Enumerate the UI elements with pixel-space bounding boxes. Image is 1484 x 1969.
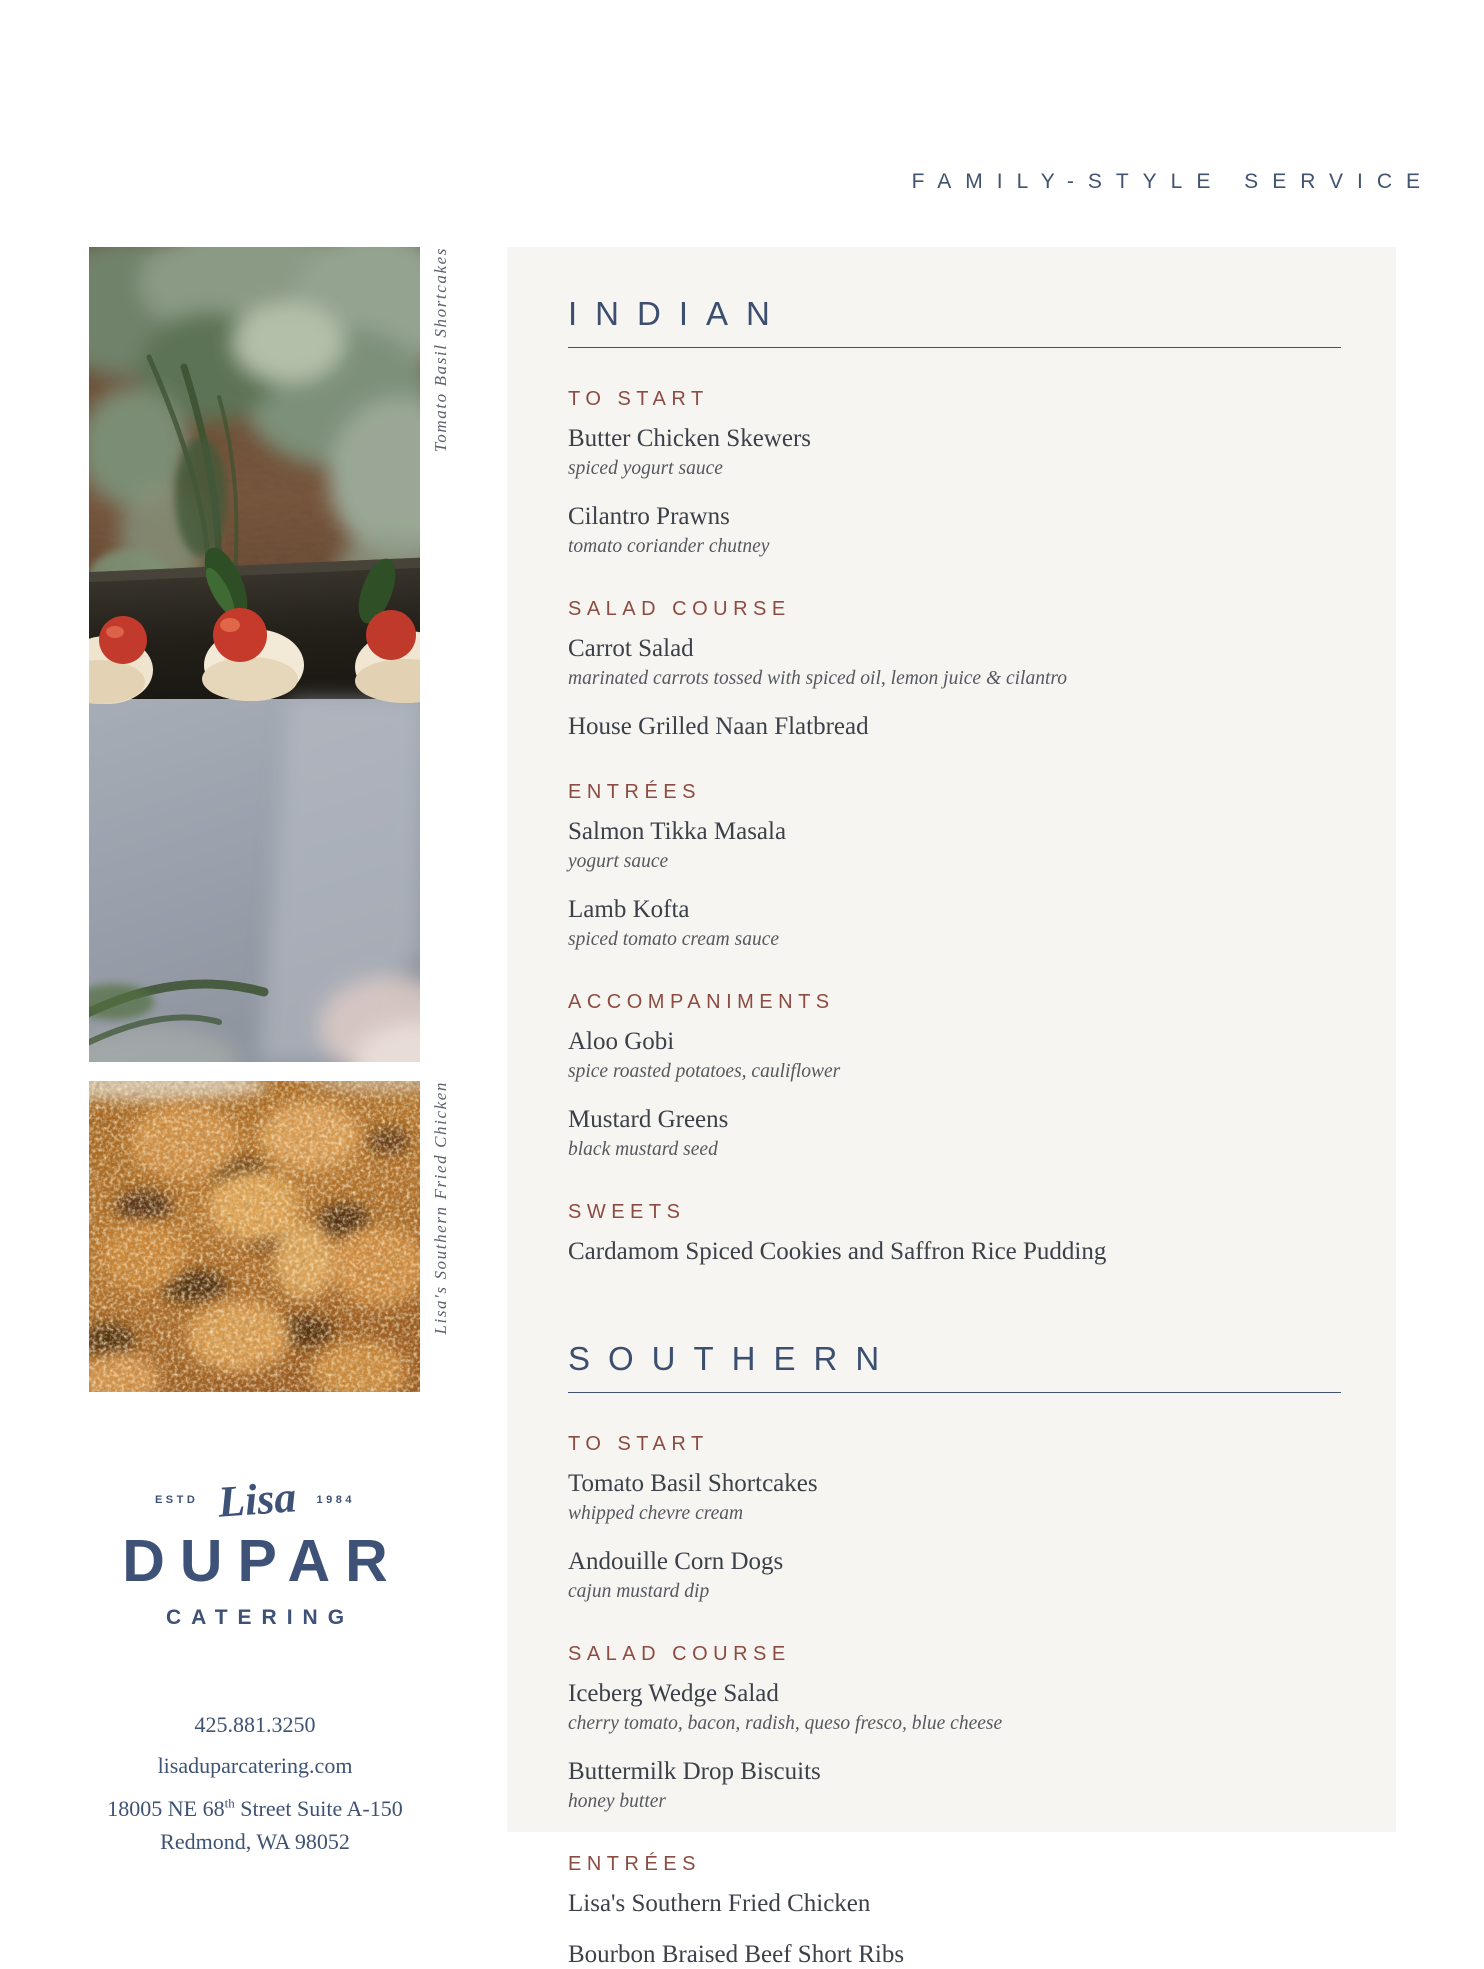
address-street-rest: Street Suite A-150	[234, 1796, 403, 1821]
menu-item	[568, 1028, 1341, 1083]
logo-estd: ESTD	[154, 1494, 199, 1506]
course-block	[568, 991, 1341, 1161]
menu-item	[568, 425, 1341, 480]
dish-description: yogurt sauce	[568, 851, 669, 872]
logo-year: 1984	[316, 1494, 356, 1506]
dish-name: Mustard Greens	[568, 1106, 729, 1133]
course-heading: ENTRÉES	[568, 781, 701, 803]
course-heading: ACCOMPANIMENTS	[568, 991, 835, 1013]
menu-indian	[568, 297, 1341, 1266]
shortcakes-photo-caption: Tomato Basil Shortcakes	[431, 247, 450, 453]
shortcakes-photo-illustration	[89, 247, 420, 1062]
course-heading: SWEETS	[568, 1201, 686, 1223]
dish-description: honey butter	[568, 1791, 667, 1812]
dish-name: House Grilled Naan Flatbread	[568, 713, 869, 740]
menu-item	[568, 635, 1341, 690]
logo	[85, 1472, 425, 1630]
dish-description: whipped chevre cream	[568, 1503, 744, 1524]
menu-item	[568, 1238, 1341, 1266]
menu-item	[568, 1470, 1341, 1525]
course-heading: SALAD COURSE	[568, 598, 791, 620]
dish-name: Buttermilk Drop Biscuits	[568, 1758, 821, 1785]
dish-name: Cardamom Spiced Cookies and Saffron Rice Pudding	[568, 1238, 1107, 1265]
menu-item	[568, 713, 1341, 741]
address	[70, 1792, 440, 1858]
logo-top-row	[85, 1472, 425, 1527]
address-city: Redmond, WA 98052	[160, 1829, 350, 1854]
menu-panel	[507, 247, 1396, 1968]
dish-name: Butter Chicken Skewers	[568, 425, 812, 452]
menu-item	[568, 1680, 1341, 1735]
course-block	[568, 598, 1341, 741]
menus	[568, 297, 1341, 1969]
course-block	[568, 1643, 1341, 1813]
phone-number: 425.881.3250	[194, 1712, 316, 1737]
course-block	[568, 1853, 1341, 1969]
dish-name: Tomato Basil Shortcakes	[568, 1470, 818, 1497]
menu-item	[568, 1890, 1341, 1918]
fried-chicken-photo	[89, 1081, 420, 1392]
menu-item	[568, 1106, 1341, 1161]
dish-name: Iceberg Wedge Salad	[568, 1680, 779, 1707]
logo-name: DUPAR	[122, 1528, 403, 1594]
dish-description: cajun mustard dip	[568, 1581, 710, 1602]
fried-chicken-photo-caption: Lisa's Southern Fried Chicken	[431, 1081, 450, 1335]
dish-description: spiced yogurt sauce	[568, 458, 723, 479]
fried-chicken-photo-illustration	[89, 1081, 420, 1392]
course-block	[568, 388, 1341, 558]
dish-name: Lamb Kofta	[568, 896, 690, 923]
dish-description: marinated carrots tossed with spiced oil, lemon juice & cilantro	[568, 668, 1068, 689]
menu-item	[568, 503, 1341, 558]
course-heading: SALAD COURSE	[568, 1643, 791, 1665]
dish-name: Carrot Salad	[568, 635, 694, 662]
logo-script-name: Lisa	[216, 1472, 299, 1527]
course-block	[568, 781, 1341, 951]
contact-block	[70, 1712, 440, 1858]
dish-description: tomato coriander chutney	[568, 536, 770, 557]
menu-divider	[568, 1392, 1341, 1393]
menu-title: SOUTHERN	[568, 1340, 898, 1377]
menu-divider	[568, 347, 1341, 348]
menu-item	[568, 1758, 1341, 1813]
dish-name: Lisa's Southern Fried Chicken	[568, 1890, 871, 1917]
dish-description: black mustard seed	[568, 1139, 718, 1160]
address-street: 18005 NE 68	[107, 1796, 225, 1821]
dish-description: spiced tomato cream sauce	[568, 929, 780, 950]
shortcakes-photo	[89, 247, 420, 1062]
dish-name: Andouille Corn Dogs	[568, 1548, 784, 1575]
dish-name: Aloo Gobi	[568, 1028, 675, 1055]
menu-item	[568, 896, 1341, 951]
menu-item	[568, 1548, 1341, 1603]
address-street-ordinal: th	[224, 1795, 235, 1811]
menu-title: INDIAN	[568, 295, 788, 332]
course-block	[568, 1433, 1341, 1603]
dish-description: spice roasted potatoes, cauliflower	[568, 1061, 841, 1082]
menu-southern	[568, 1342, 1341, 1969]
course-heading: ENTRÉES	[568, 1853, 701, 1875]
logo-tagline: CATERING	[165, 1606, 355, 1629]
course-heading: TO START	[568, 1433, 709, 1455]
dish-name: Cilantro Prawns	[568, 503, 730, 530]
course-heading: TO START	[568, 388, 709, 410]
page-title: FAMILY-STYLE SERVICE	[911, 170, 1434, 193]
menu-item	[568, 1941, 1341, 1969]
course-block	[568, 1201, 1341, 1266]
menu-item	[568, 818, 1341, 873]
dish-description: cherry tomato, bacon, radish, queso fresco, blue cheese	[568, 1713, 1003, 1734]
dish-name: Bourbon Braised Beef Short Ribs	[568, 1941, 905, 1968]
dish-name: Salmon Tikka Masala	[568, 818, 787, 845]
website: lisaduparcatering.com	[157, 1753, 353, 1778]
